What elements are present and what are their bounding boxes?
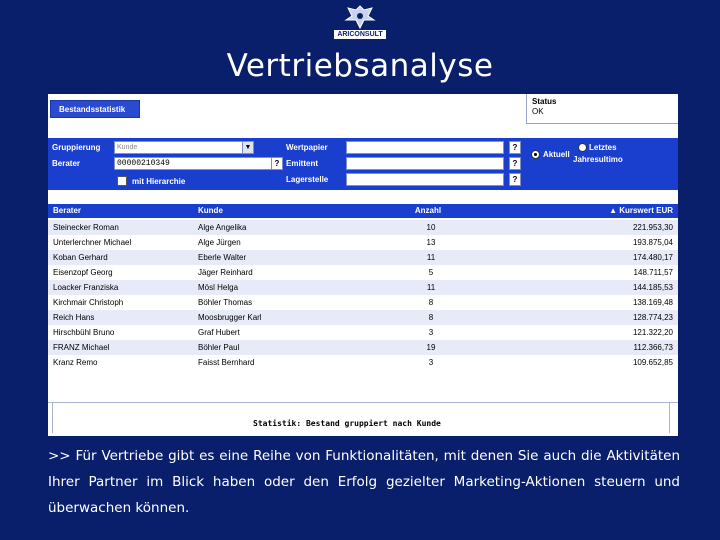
table-row[interactable]	[48, 340, 678, 355]
gruppierung-select[interactable]	[114, 141, 254, 154]
cell-anzahl: 11	[426, 253, 436, 262]
cell-kurswert: 174.480,17	[632, 253, 673, 262]
statistik-caption: Statistik: Bestand gruppiert nach Kunde	[253, 419, 441, 428]
radio-letztes[interactable]	[578, 143, 587, 152]
table-header	[48, 204, 678, 218]
cell-anzahl: 10	[426, 223, 436, 232]
cell-anzahl: 3	[428, 358, 434, 367]
cell-kurswert: 148.711,57	[633, 268, 673, 277]
cell-berater: FRANZ Michael	[53, 343, 110, 352]
radio-aktuell-label: Aktuell	[543, 150, 570, 159]
cell-berater: Kranz Remo	[53, 358, 98, 367]
cell-kunde: Mösl Helga	[198, 283, 239, 292]
radio-aktuell[interactable]	[531, 150, 540, 159]
emittent-input[interactable]	[346, 157, 504, 170]
emittent-label: Emittent	[286, 159, 318, 168]
cell-kunde: Böhler Paul	[198, 343, 240, 352]
berater-help-button[interactable]: ?	[271, 157, 283, 170]
radio-letztes-label: Letztes	[589, 143, 617, 152]
table-row[interactable]	[48, 295, 678, 310]
cell-kurswert: 109.652,85	[632, 358, 673, 367]
radio-letztes-label-2: Jahresultimo	[573, 155, 623, 164]
company-logo	[334, 4, 386, 40]
filter-area	[48, 138, 678, 190]
description-text: >> Für Vertriebe gibt es eine Reihe von Funktionalitäten, mit denen Sie auch die Aktivitäten Ihrer Partner im Blick haben oder den Erfolg gezielter Marketing-Aktionen steuern und überwachen können.	[48, 448, 680, 516]
cell-kunde: Graf Hubert	[198, 328, 240, 337]
cell-kurswert: 144.185,53	[632, 283, 673, 292]
cell-berater: Kirchmair Christoph	[53, 298, 124, 307]
statistik-caption-box	[48, 402, 678, 436]
app-screenshot-panel	[48, 94, 678, 436]
cell-berater: Steinecker Roman	[53, 223, 119, 232]
berater-input[interactable]: 00000210349	[114, 157, 272, 170]
cell-kunde: Jäger Reinhard	[198, 268, 253, 277]
cell-kunde: Alge Jürgen	[198, 238, 241, 247]
cell-kunde: Böhler Thomas	[198, 298, 253, 307]
cell-berater: Hirschbühl Bruno	[53, 328, 115, 337]
gruppierung-label: Gruppierung	[52, 143, 101, 152]
eagle-crest-icon	[344, 4, 376, 30]
cell-berater: Koban Gerhard	[53, 253, 108, 262]
header-berater[interactable]: Berater	[53, 206, 82, 215]
table-row[interactable]	[48, 235, 678, 250]
table-row[interactable]	[48, 310, 678, 325]
table-row[interactable]	[48, 355, 678, 370]
header-kunde[interactable]: Kunde	[198, 206, 223, 215]
table-row[interactable]	[48, 280, 678, 295]
cell-kunde: Faisst Bernhard	[198, 358, 255, 367]
cell-berater: Eisenzopf Georg	[53, 268, 113, 277]
status-value: OK	[532, 107, 544, 116]
cell-kunde: Moosbrugger Karl	[198, 313, 262, 322]
statistik-caption-frame	[52, 403, 670, 433]
table-row[interactable]	[48, 220, 678, 235]
tab-row	[48, 94, 678, 138]
tab-bestandsstatistik[interactable]: Bestandsstatistik	[50, 100, 140, 118]
cell-anzahl: 19	[426, 343, 436, 352]
header-kurswert[interactable]	[609, 204, 673, 218]
cell-kurswert: 193.875,04	[632, 238, 673, 247]
header-anzahl[interactable]: Anzahl	[414, 206, 442, 215]
lagerstelle-input[interactable]	[346, 173, 504, 186]
cell-kurswert: 138.169,48	[632, 298, 673, 307]
cell-kurswert: 121.322,20	[632, 328, 673, 337]
cell-kunde: Eberle Walter	[198, 253, 247, 262]
status-box	[526, 94, 678, 124]
header-kurswert-label: Kurswert EUR	[619, 206, 673, 215]
cell-anzahl: 8	[428, 298, 434, 307]
table-row[interactable]	[48, 325, 678, 340]
wertpapier-input[interactable]	[346, 141, 504, 154]
cell-kurswert: 221.953,30	[632, 223, 673, 232]
lagerstelle-help-button[interactable]: ?	[509, 173, 521, 186]
hierarchie-label: mit Hierarchie	[132, 177, 186, 186]
cell-anzahl: 13	[426, 238, 436, 247]
wertpapier-help-button[interactable]: ?	[509, 141, 521, 154]
cell-anzahl: 5	[428, 268, 434, 277]
cell-kunde: Alge Angelika	[198, 223, 247, 232]
hierarchie-checkbox[interactable]	[117, 176, 127, 186]
gruppierung-value: Kunde	[117, 144, 138, 151]
cell-berater: Reich Hans	[53, 313, 95, 322]
cell-anzahl: 3	[428, 328, 434, 337]
cell-anzahl: 11	[426, 283, 436, 292]
sort-up-icon[interactable]: ▲	[609, 206, 620, 215]
lagerstelle-label: Lagerstelle	[286, 175, 329, 184]
cell-anzahl: 8	[428, 313, 434, 322]
cell-berater: Loacker Franziska	[53, 283, 119, 292]
logo-brand-text: ARICONSULT	[334, 30, 386, 39]
berater-label: Berater	[52, 159, 81, 168]
cell-kurswert: 112.366,73	[633, 343, 673, 352]
cell-berater: Unterlerchner Michael	[53, 238, 132, 247]
chevron-down-icon[interactable]: ▼	[242, 142, 253, 153]
cell-kurswert: 128.774,23	[632, 313, 673, 322]
status-label: Status	[532, 97, 557, 106]
table-row[interactable]	[48, 265, 678, 280]
table-row[interactable]	[48, 250, 678, 265]
slide-title: Vertriebsanalyse	[226, 48, 494, 84]
wertpapier-label: Wertpapier	[286, 143, 328, 152]
emittent-help-button[interactable]: ?	[509, 157, 521, 170]
